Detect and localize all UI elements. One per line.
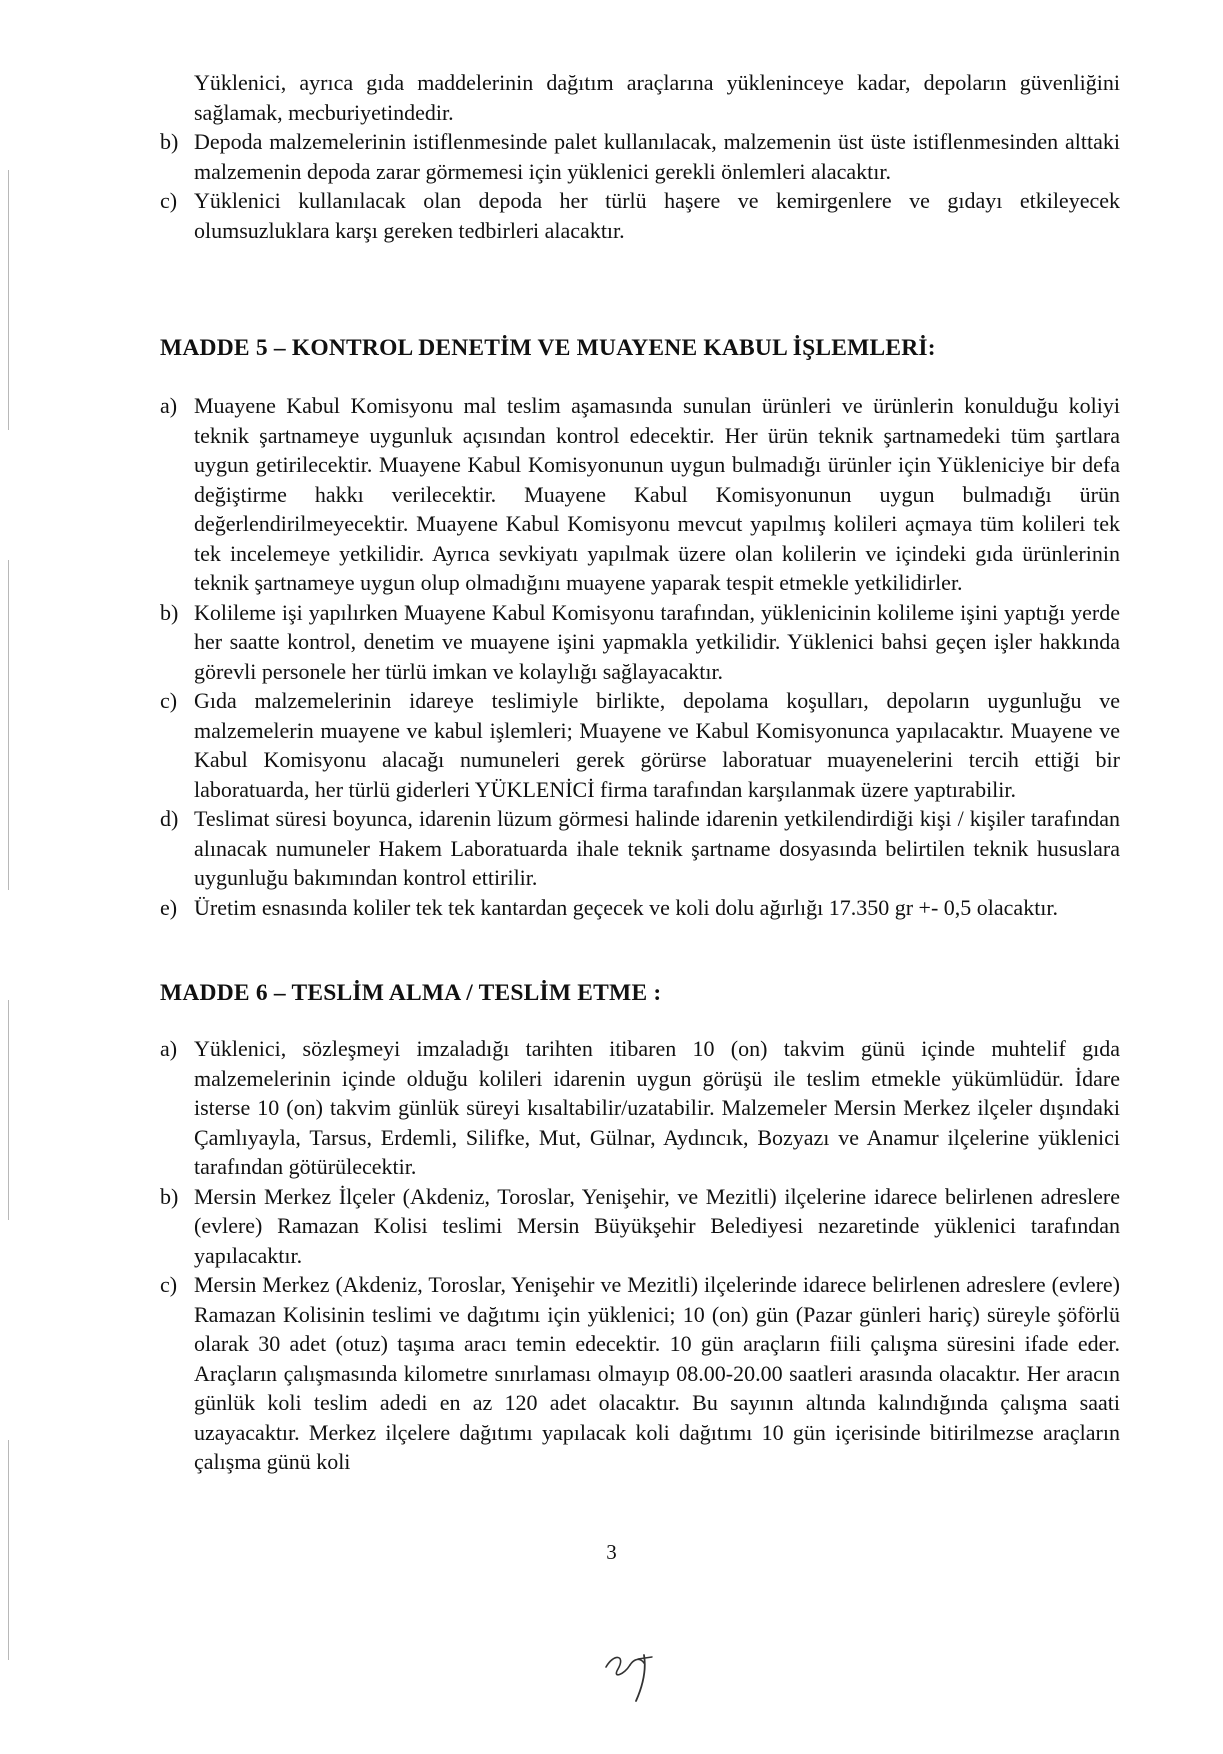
item-marker: c)	[160, 188, 178, 213]
item-text: Gıda malzemelerinin idareye teslimiyle birlikte, depolama koşulları, depoların uygunluğu ve malzemelerin muayene ve kabul işlemleri; Muayene ve Kabul Komisyonunca yapılacaktır. Muayene ve Kabul Komisyonu alacağı numuneleri gerek görürse laboratuar muayenelerini tercih ettiği bir laboratuarda, her türlü giderleri YÜKLENİCİ firma tarafından karşılanmak üzere yaptırabilir.	[194, 688, 1120, 802]
intro-paragraph: Yüklenici, ayrıca gıda maddelerinin dağıtım araçlarına yükleninceye kadar, depoların güvenliğini sağlamak, mecburiyetindedir.	[194, 70, 1120, 125]
handwritten-signature-icon	[600, 1645, 670, 1705]
section-heading-madde6: MADDE 6 – TESLİM ALMA / TESLİM ETME :	[160, 980, 662, 1006]
item-text: Muayene Kabul Komisyonu mal teslim aşamasında sunulan ürünleri ve ürünlerin konulduğu koliyi teknik şartnameye uygunluk açısından kontrol edecektir. Her ürün teknik şartnamedeki tüm şartlara uygun getirilecektir. Muayene Kabul Komisyonunun uygun bulmadığı ürünler için Yükleniciye bir defa değiştirme hakkı verilecektir. Muayene Kabul Komisyonunun uygun bulmadığı ürün değerlendirilmeyecektir. Muayene Kabul Komisyonu mevcut yapılmış kolileri açmaya tüm kolileri tek tek incelemeye yetkilidir. Ayrıca sevkiyatı yapılmak üzere olan kolilerin ve içindeki gıda ürünlerinin teknik şartnameye uygun olup olmadığını muayene yaparak tespit etmekle yetkilidirler.	[194, 393, 1120, 595]
list-item	[160, 598, 1120, 687]
list-item	[160, 391, 1120, 598]
scan-edge-line	[8, 1000, 9, 1220]
madde5-list	[160, 391, 1120, 922]
section-heading-madde5: MADDE 5 – KONTROL DENETİM VE MUAYENE KABUL İŞLEMLERİ:	[160, 335, 936, 361]
item-marker: b)	[160, 599, 179, 625]
scan-edge-line	[8, 560, 9, 890]
item-marker: b)	[160, 1183, 179, 1209]
madde6-list	[160, 1034, 1120, 1477]
section4-list	[160, 127, 1120, 245]
list-item	[160, 186, 1120, 245]
list-item	[160, 893, 1120, 923]
item-text: Teslimat süresi boyunca, idarenin lüzum görmesi halinde idarenin yetkilendirdiği kişi / kişiler tarafından alınacak numuneler Hakem Laboratuarda ihale teknik şartname dosyasında belirtilen teknik hususlara uygunluğu bakımından kontrol ettirilir.	[194, 806, 1120, 890]
item-marker: a)	[160, 1036, 178, 1061]
list-item	[160, 804, 1120, 893]
list-item	[160, 127, 1120, 186]
list-item	[160, 1034, 1120, 1182]
item-text: Kolileme işi yapılırken Muayene Kabul Komisyonu tarafından, yüklenicinin kolileme işini yaptığı yerde her saatte kontrol, denetim ve muayene işini yapmakla yetkilidir. Yüklenici bahsi geçen işler hakkında görevli personele her türlü imkan ve kolaylığı sağlayacaktır.	[194, 599, 1120, 684]
item-marker: a)	[160, 393, 178, 418]
list-item	[160, 686, 1120, 804]
item-text: Depoda malzemelerinin istiflenmesinde palet kullanılacak, malzemenin üst üste istiflenmesinden alttaki malzemenin depoda zarar görmemesi için yüklenici gerekli önlemleri alacaktır.	[194, 129, 1120, 184]
item-text: Yüklenici kullanılacak olan depoda her türlü haşere ve kemirgenlere ve gıdayı etkileyecek olumsuzluklara karşı gereken tedbirleri alacaktır.	[194, 188, 1120, 243]
page-number: 3	[606, 1540, 617, 1564]
document-body	[160, 68, 1120, 1477]
item-marker: e)	[160, 894, 178, 920]
item-text: Mersin Merkez İlçeler (Akdeniz, Toroslar, Yenişehir, ve Mezitli) ilçelerine idarece belirlenen adreslere (evlere) Ramazan Kolisi teslimi Mersin Büyükşehir Belediyesi nezaretinde yüklenici tarafından yapılacaktır.	[194, 1183, 1120, 1268]
item-text: Yüklenici, sözleşmeyi imzaladığı tarihten itibaren 10 (on) takvim günü içinde muhtelif gıda malzemelerinin içinde olduğu kolileri idarenin uygun görüşü ile teslim etmekle yükümlüdür. İdare isterse 10 (on) takvim günlük süreyi kısaltabilir/uzatabilir. Malzemeler Mersin Merkez ilçeler dışındaki Çamlıyayla, Tarsus, Erdemli, Silifke, Mut, Gülnar, Aydıncık, Bozyazı ve Anamur ilçelerine yüklenici tarafından götürülecektir.	[194, 1036, 1120, 1179]
list-item	[160, 1182, 1120, 1271]
list-item	[160, 1270, 1120, 1477]
item-text: Üretim esnasında koliler tek tek kantardan geçecek ve koli dolu ağırlığı 17.350 gr +- 0,5 olacaktır.	[194, 894, 1059, 920]
scan-edge-line	[8, 170, 9, 430]
item-marker: c)	[160, 688, 178, 713]
item-text: Mersin Merkez (Akdeniz, Toroslar, Yenişehir ve Mezitli) ilçelerinde idarece belirlenen adreslere (evlere) Ramazan Kolisinin teslimi ve dağıtımı için yüklenici; 10 (on) gün (Pazar günleri hariç) süreyle şöförlü olarak 30 adet (otuz) taşıma aracı temin edecektir. 10 gün araçların fiili çalışma süresini ifade eder. Araçların çalışmasında kilometre sınırlaması olmayıp 08.00-20.00 saatleri arasında olacaktır. Her aracın günlük koli teslim adedi en az 120 adet olacaktır. Bu sayının altında kalındığında çalışma saati uzayacaktır. Merkez ilçelere dağıtımı yapılacak koli dağıtımı 10 gün içerisinde bitirilmezse araçların çalışma günü koli	[194, 1272, 1120, 1474]
item-marker: d)	[160, 806, 179, 831]
item-marker: b)	[160, 129, 179, 154]
item-marker: c)	[160, 1272, 178, 1297]
